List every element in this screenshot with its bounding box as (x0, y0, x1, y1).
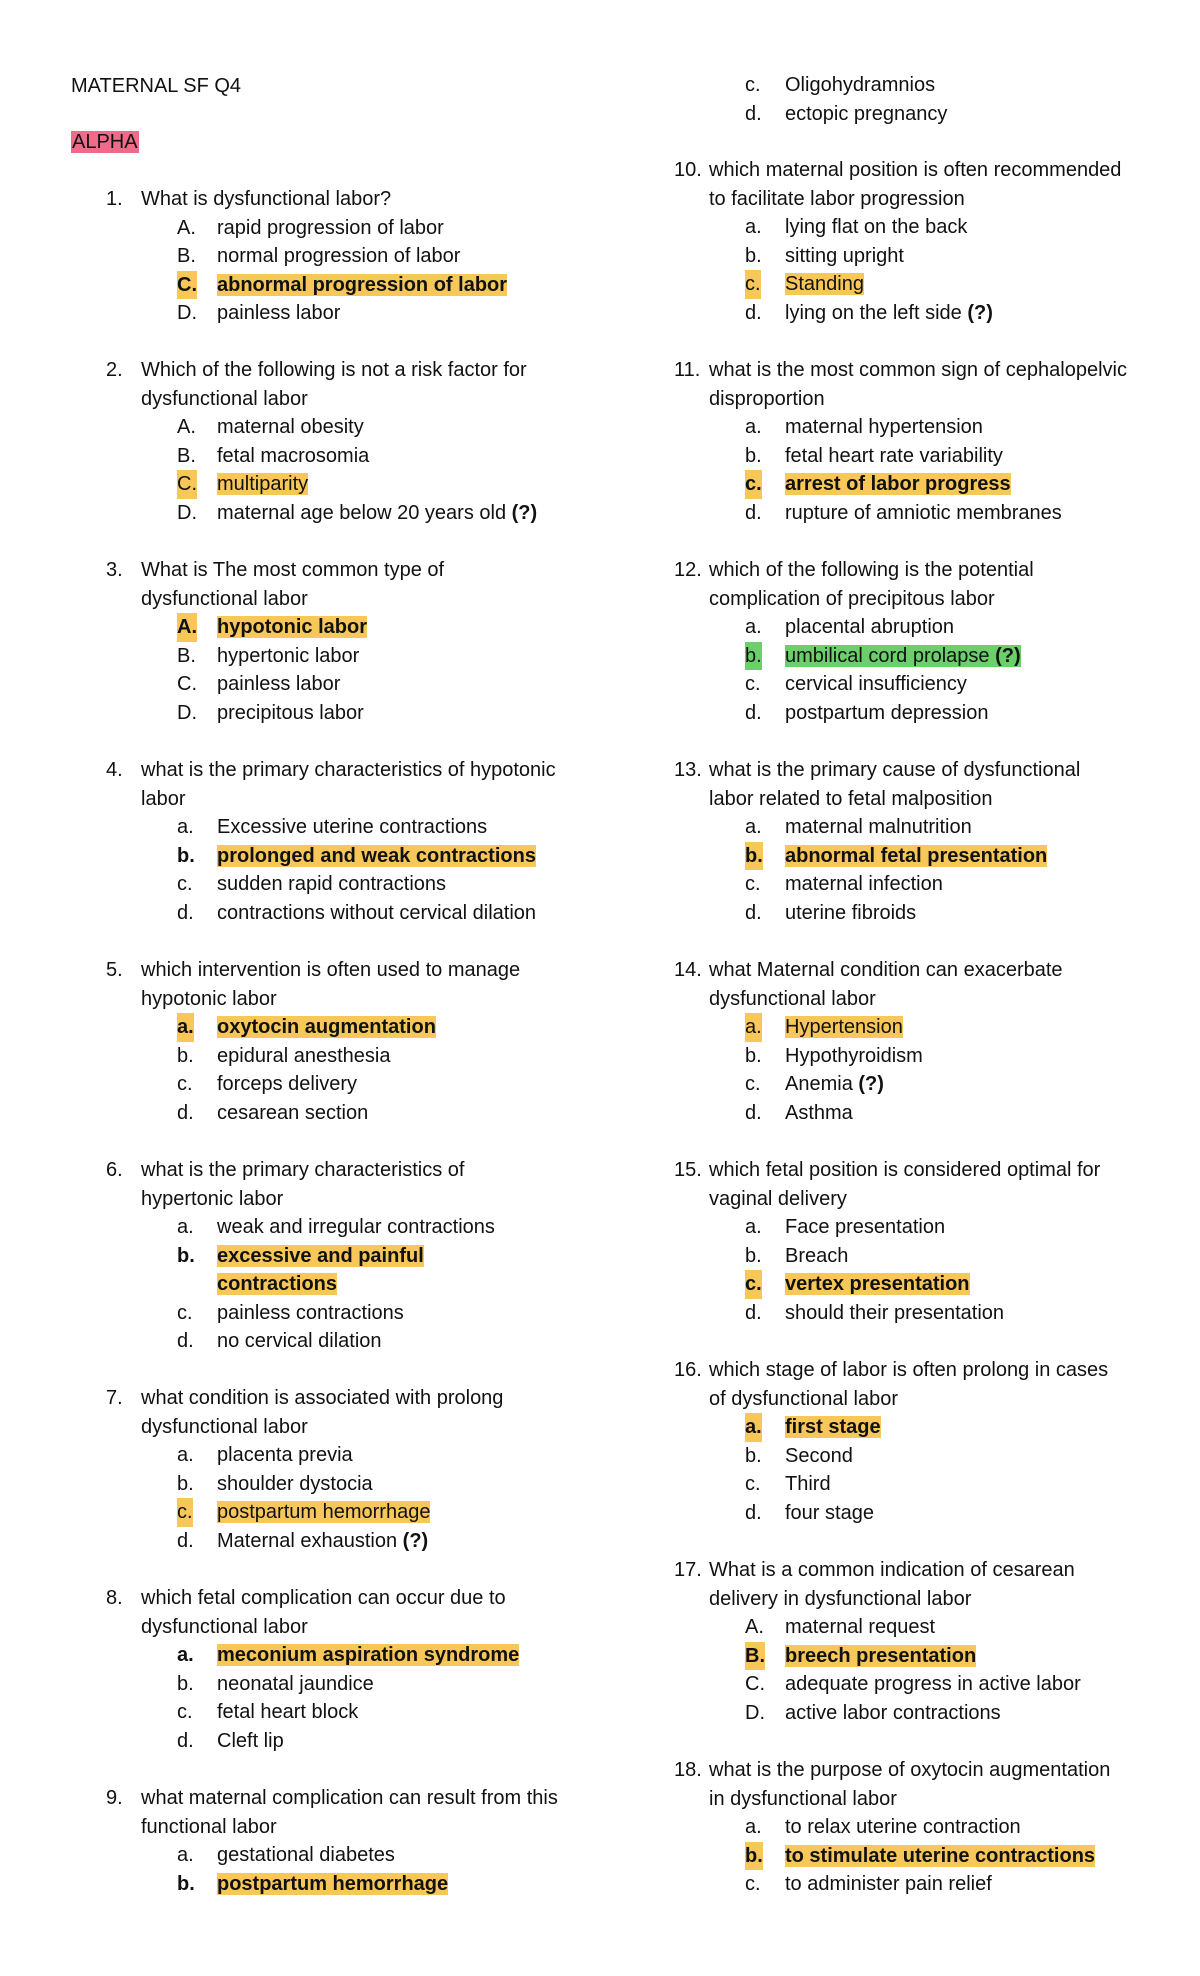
option-text: rupture of amniotic membranes (785, 501, 1062, 524)
section-tag-label: ALPHA (72, 131, 138, 153)
answer-option (0, 1299, 560, 1328)
option-text: prolonged and weak contractions (217, 844, 536, 867)
option-text: lying flat on the back (785, 216, 968, 238)
answer-option (0, 899, 560, 928)
option-text: shoulder dystocia (217, 1472, 373, 1495)
question-stem (568, 156, 1128, 213)
answer-option-highlighted (0, 1870, 560, 1899)
option-letter: A. (177, 216, 196, 239)
option-text: hypotonic labor (217, 616, 367, 638)
answer-option (0, 1042, 560, 1071)
answer-option-highlighted (568, 470, 1128, 499)
option-letter: d. (177, 1101, 194, 1124)
question-3 (0, 556, 560, 727)
uncertain-mark: (?) (858, 1073, 884, 1095)
option-text: placenta previa (217, 1444, 353, 1466)
question-number: 15. (674, 1159, 702, 1181)
option-text: maternal infection (785, 873, 943, 895)
answer-option-highlighted (0, 842, 560, 871)
question-7 (0, 1384, 560, 1555)
question-stem (568, 1756, 1128, 1813)
answer-option (568, 1213, 1128, 1242)
option-letter: d. (745, 1101, 762, 1124)
question-8 (0, 1584, 560, 1755)
option-letter: d. (745, 1501, 762, 1524)
question-number: 4. (106, 759, 123, 781)
question-number: 9. (106, 1787, 123, 1809)
option-text: painless labor (217, 302, 341, 324)
option-text: excessive and painful contractions (217, 1244, 424, 1295)
answer-option (0, 1213, 560, 1242)
answer-option (568, 442, 1128, 471)
option-letter: C. (177, 271, 197, 300)
option-text: sudden rapid contractions (217, 873, 447, 895)
answer-option (0, 499, 560, 528)
question-text: which stage of labor is often prolong in cases of dysfunctional labor (709, 1359, 1109, 1410)
answer-option (568, 213, 1128, 242)
uncertain-mark: (?) (402, 1529, 429, 1552)
option-text: to relax uterine contraction (785, 1816, 1021, 1838)
option-text: forceps delivery (217, 1073, 358, 1095)
answer-option-highlighted (0, 1013, 560, 1042)
option-letter: a. (177, 1844, 194, 1866)
answer-option (0, 1670, 560, 1699)
option-letter: d. (745, 1301, 762, 1324)
option-letter: a. (745, 616, 762, 638)
option-letter: D. (745, 1701, 765, 1724)
question-stem (568, 1556, 1128, 1613)
option-letter: C. (177, 470, 197, 499)
question-text: what is the most common sign of cephalopelvic disproportion (709, 359, 1127, 410)
question-number: 17. (674, 1559, 702, 1581)
option-text: postpartum depression (785, 701, 989, 724)
option-letter: c. (745, 270, 761, 299)
answer-option (0, 1099, 560, 1128)
answer-option (568, 899, 1128, 928)
option-letter: a. (745, 1816, 762, 1838)
question-text: which maternal position is often recommended to facilitate labor progression (709, 159, 1122, 210)
question-18 (568, 1756, 1128, 1899)
option-letter: B. (745, 1642, 765, 1671)
option-text: four stage (785, 1501, 874, 1524)
option-letter: D. (177, 701, 197, 724)
option-letter: d. (745, 102, 762, 125)
option-letter: c. (177, 873, 193, 895)
option-letter: d. (745, 901, 762, 924)
option-text: uterine fibroids (785, 901, 917, 924)
option-text: sitting upright (785, 244, 904, 267)
question-stem (568, 756, 1128, 813)
question-12 (568, 556, 1128, 727)
option-text: Face presentation (785, 1216, 946, 1238)
option-text: contractions without cervical dilation (217, 901, 537, 924)
answer-option (568, 413, 1128, 442)
answer-option-highlighted (568, 1642, 1128, 1671)
option-text: umbilical cord prolapse (785, 644, 990, 667)
option-letter: c. (177, 1301, 193, 1324)
option-text: active labor contractions (785, 1701, 1001, 1724)
question-9-continued (568, 71, 1128, 128)
question-number: 2. (106, 359, 123, 381)
question-11 (568, 356, 1128, 527)
option-letter: d. (745, 501, 762, 524)
question-stem (568, 1356, 1128, 1413)
answer-option-highlighted (0, 613, 560, 642)
answer-option (568, 1242, 1128, 1271)
answer-option (0, 1441, 560, 1470)
page-title: MATERNAL SF Q4 (71, 75, 242, 97)
option-letter: c. (745, 673, 761, 695)
option-letter: b. (745, 1444, 762, 1467)
question-2 (0, 356, 560, 527)
question-number: 3. (106, 559, 123, 581)
option-letter: c. (177, 1498, 193, 1527)
answer-option (0, 1470, 560, 1499)
option-text: Hypertension (785, 1016, 903, 1038)
option-letter: b. (177, 1472, 194, 1495)
option-text: first stage (785, 1416, 881, 1438)
answer-option (0, 670, 560, 699)
answer-option (0, 642, 560, 671)
answer-option-highlighted (568, 1013, 1128, 1042)
answer-option (0, 813, 560, 842)
answer-option-highlighted (0, 1641, 560, 1670)
option-letter: c. (177, 1073, 193, 1095)
question-text: What is a common indication of cesarean delivery in dysfunctional labor (709, 1559, 1075, 1610)
question-number: 11. (674, 359, 701, 381)
option-text: epidural anesthesia (217, 1044, 391, 1067)
option-letter: A. (177, 613, 197, 642)
option-text: maternal hypertension (785, 416, 983, 438)
question-stem (568, 956, 1128, 1013)
question-stem (0, 185, 560, 214)
answer-option (0, 1727, 560, 1756)
question-number: 18. (674, 1759, 702, 1781)
answer-option (0, 413, 560, 442)
option-text: lying on the left side (785, 301, 962, 324)
answer-option (568, 1813, 1128, 1842)
option-text: maternal obesity (217, 416, 364, 438)
option-letter: b. (745, 1244, 762, 1267)
option-letter: b. (177, 844, 195, 867)
option-letter: c. (177, 1701, 193, 1723)
option-letter: b. (745, 642, 762, 671)
question-13 (568, 756, 1128, 927)
option-letter: A. (177, 416, 196, 438)
question-number: 6. (106, 1159, 123, 1181)
question-text: which fetal complication can occur due to dysfunctional labor (141, 1587, 506, 1638)
option-letter: b. (177, 1044, 194, 1067)
option-letter: a. (177, 1013, 194, 1042)
question-stem (0, 1784, 560, 1841)
option-letter: D. (177, 302, 197, 324)
answer-option-highlighted (568, 1413, 1128, 1442)
option-letter: a. (177, 816, 194, 838)
answer-option (568, 1042, 1128, 1071)
option-letter: c. (745, 470, 762, 499)
question-stem (0, 956, 560, 1013)
option-text: Breach (785, 1244, 849, 1267)
answer-option (568, 870, 1128, 899)
question-number: 5. (106, 959, 123, 981)
question-stem (568, 556, 1128, 613)
option-text: Hypothyroidism (785, 1044, 923, 1067)
question-number: 12. (674, 559, 702, 581)
option-letter: a. (745, 816, 762, 838)
question-16 (568, 1356, 1128, 1527)
answer-option (0, 699, 560, 728)
answer-option (0, 1841, 560, 1870)
option-text: cervical insufficiency (785, 673, 967, 695)
answer-option (0, 1527, 560, 1556)
option-text: abnormal fetal presentation (785, 844, 1048, 867)
answer-option (0, 1698, 560, 1727)
question-number: 1. (106, 188, 123, 210)
question-4 (0, 756, 560, 927)
option-letter: b. (177, 1244, 195, 1267)
answer-option (568, 813, 1128, 842)
option-text: vertex presentation (785, 1273, 970, 1295)
option-letter: c. (745, 1073, 761, 1095)
option-letter: a. (745, 1413, 762, 1442)
question-text: what maternal complication can result from this functional labor (141, 1787, 558, 1838)
option-letter: b. (177, 1872, 195, 1895)
option-text: Maternal exhaustion (217, 1529, 398, 1552)
option-text: painless contractions (217, 1301, 404, 1324)
option-letter: b. (745, 842, 763, 871)
option-letter: a. (745, 416, 762, 438)
answer-option (568, 613, 1128, 642)
answer-option (568, 1442, 1128, 1471)
option-text: abnormal progression of labor (217, 273, 508, 296)
answer-option (568, 699, 1128, 728)
answer-option (568, 100, 1128, 129)
option-text: Third (785, 1473, 831, 1495)
option-letter: d. (177, 901, 194, 924)
question-stem (568, 356, 1128, 413)
answer-option-highlighted-green (568, 642, 1128, 671)
answer-option-highlighted (0, 470, 560, 499)
option-letter: c. (745, 1270, 762, 1299)
option-text: neonatal jaundice (217, 1672, 374, 1695)
option-text: gestational diabetes (217, 1844, 395, 1866)
question-stem (568, 1156, 1128, 1213)
option-text: adequate progress in active labor (785, 1673, 1081, 1695)
option-text: precipitous labor (217, 701, 364, 724)
option-text: maternal request (785, 1616, 936, 1638)
question-stem (0, 356, 560, 413)
question-15 (568, 1156, 1128, 1327)
answer-option (0, 242, 560, 271)
question-number: 16. (674, 1359, 702, 1381)
option-letter: a. (177, 1216, 194, 1238)
question-stem (0, 756, 560, 813)
question-1 (0, 185, 560, 328)
answer-option (0, 1070, 560, 1099)
answer-option (568, 1299, 1128, 1328)
option-text: cesarean section (217, 1101, 369, 1124)
answer-option-highlighted (0, 1498, 560, 1527)
answer-option (568, 1699, 1128, 1728)
option-letter: B. (177, 644, 196, 667)
answer-option (0, 214, 560, 243)
answer-option-highlighted (568, 842, 1128, 871)
question-5 (0, 956, 560, 1127)
option-text: Oligohydramnios (785, 74, 936, 96)
option-letter: a. (745, 216, 762, 238)
question-text: which of the following is the potential complication of precipitous labor (709, 559, 1034, 610)
option-letter: c. (745, 1873, 761, 1895)
option-text: ectopic pregnancy (785, 102, 948, 125)
option-text: Second (785, 1444, 853, 1467)
option-letter: A. (745, 1616, 764, 1638)
answer-option (568, 71, 1128, 100)
section-tag (71, 128, 139, 156)
question-17 (568, 1556, 1128, 1727)
option-letter: d. (745, 701, 762, 724)
option-letter: a. (177, 1644, 194, 1666)
option-letter: a. (177, 1444, 194, 1466)
question-text: which intervention is often used to manage hypotonic labor (141, 959, 521, 1010)
answer-option-highlighted (568, 1270, 1128, 1299)
option-text: Anemia (785, 1073, 853, 1095)
option-text: meconium aspiration syndrome (217, 1644, 520, 1666)
option-letter: b. (177, 1672, 194, 1695)
answer-option-highlighted (568, 270, 1128, 299)
option-letter: C. (745, 1673, 765, 1695)
answer-option (568, 299, 1128, 328)
answer-option (568, 1470, 1128, 1499)
answer-option (0, 442, 560, 471)
option-text: should their presentation (785, 1301, 1005, 1324)
question-text: Which of the following is not a risk factor for dysfunctional labor (141, 359, 527, 410)
question-number: 10. (674, 159, 702, 181)
answer-option (568, 1670, 1128, 1699)
option-text: painless labor (217, 673, 341, 695)
answer-option (568, 1099, 1128, 1128)
question-14 (568, 956, 1128, 1127)
question-text: What is dysfunctional labor? (141, 188, 392, 210)
question-stem (0, 1156, 560, 1213)
option-letter: B. (177, 245, 196, 267)
option-letter: c. (745, 873, 761, 895)
option-text: fetal heart block (217, 1701, 359, 1723)
option-text: to administer pain relief (785, 1873, 992, 1895)
question-10 (568, 156, 1128, 327)
answer-option-highlighted (0, 1242, 560, 1299)
uncertain-mark: (?) (511, 501, 538, 524)
answer-option (568, 1870, 1128, 1899)
answer-option (568, 1613, 1128, 1642)
option-text: postpartum hemorrhage (217, 1501, 431, 1523)
option-text: oxytocin augmentation (217, 1016, 436, 1038)
question-text: what Maternal condition can exacerbate dysfunctional labor (709, 959, 1063, 1010)
option-letter: b. (745, 1044, 762, 1067)
option-text: hypertonic labor (217, 644, 360, 667)
question-number: 7. (106, 1387, 123, 1409)
option-text: maternal malnutrition (785, 816, 972, 838)
question-text: what is the purpose of oxytocin augmentation in dysfunctional labor (709, 1759, 1111, 1810)
question-text: which fetal position is considered optimal for vaginal delivery (709, 1159, 1101, 1210)
option-text: normal progression of labor (217, 245, 461, 267)
question-stem (0, 556, 560, 613)
question-stem (0, 1584, 560, 1641)
option-text: fetal heart rate variability (785, 444, 1003, 467)
option-letter: d. (745, 301, 762, 324)
question-stem (0, 1384, 560, 1441)
option-letter: B. (177, 444, 196, 467)
option-text: fetal macrosomia (217, 444, 370, 467)
answer-option-highlighted (0, 271, 560, 300)
answer-option (568, 1070, 1128, 1099)
answer-option (568, 670, 1128, 699)
question-text: what is the primary characteristics of hypertonic labor (141, 1159, 465, 1210)
option-letter: b. (745, 244, 762, 267)
question-text: What is The most common type of dysfunctional labor (141, 559, 445, 610)
question-number: 14. (674, 959, 702, 981)
uncertain-mark: (?) (967, 301, 993, 324)
option-letter: a. (745, 1216, 762, 1238)
question-9 (0, 1784, 560, 1898)
option-text: Standing (785, 273, 864, 295)
option-letter: c. (745, 1473, 761, 1495)
answer-option (0, 1327, 560, 1356)
option-letter: d. (177, 1529, 194, 1552)
option-text: breech presentation (785, 1644, 977, 1667)
option-text: rapid progression of labor (217, 216, 444, 239)
option-text: no cervical dilation (217, 1330, 382, 1352)
answer-option (568, 1499, 1128, 1528)
option-letter: D. (177, 501, 197, 524)
question-text: what is the primary characteristics of hypotonic labor (141, 759, 556, 810)
question-text: what condition is associated with prolong dysfunctional labor (141, 1387, 504, 1438)
answer-option (0, 870, 560, 899)
option-text: to stimulate uterine contractions (785, 1844, 1096, 1867)
uncertain-mark: (?) (995, 644, 1021, 667)
option-text: postpartum hemorrhage (217, 1872, 449, 1895)
answer-option (568, 242, 1128, 271)
question-number: 13. (674, 759, 702, 781)
option-text: maternal age below 20 years old (217, 501, 507, 524)
option-letter: d. (177, 1729, 194, 1752)
answer-option (568, 499, 1128, 528)
option-text: arrest of labor progress (785, 473, 1011, 495)
option-text: multiparity (217, 473, 309, 495)
option-text: Asthma (785, 1101, 853, 1124)
question-number: 8. (106, 1587, 123, 1609)
option-text: Excessive uterine contractions (217, 816, 488, 838)
option-letter: a. (745, 1013, 762, 1042)
option-letter: c. (745, 74, 761, 96)
answer-option (0, 299, 560, 328)
option-letter: b. (745, 444, 762, 467)
option-text: Cleft lip (217, 1729, 284, 1752)
option-text: placental abruption (785, 616, 955, 638)
option-text: weak and irregular contractions (217, 1216, 495, 1238)
option-letter: d. (177, 1330, 194, 1352)
question-text: what is the primary cause of dysfunctional labor related to fetal malposition (709, 759, 1081, 810)
question-6 (0, 1156, 560, 1356)
answer-option-highlighted (568, 1842, 1128, 1871)
option-letter: C. (177, 673, 197, 695)
option-letter: b. (745, 1842, 763, 1871)
